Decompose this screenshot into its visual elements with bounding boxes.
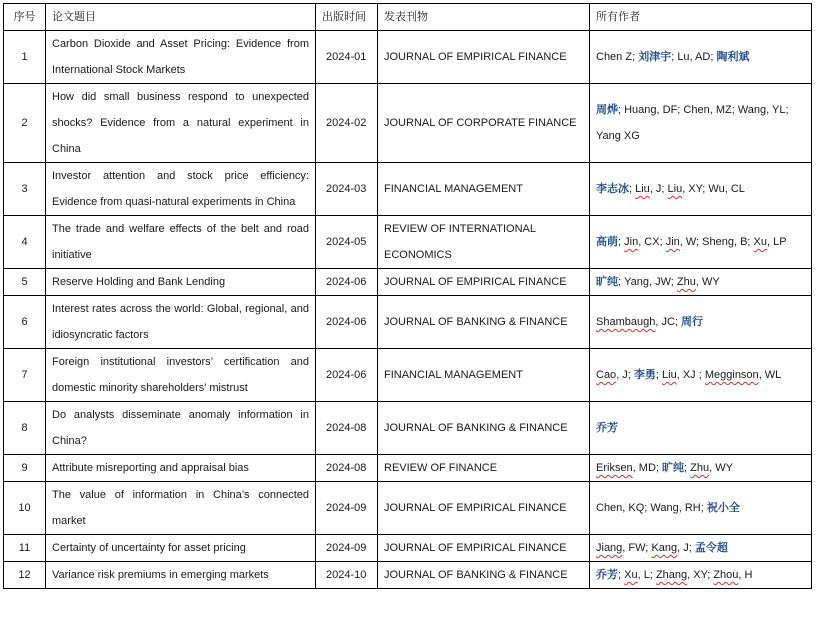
spellcheck-flagged-text: Zhu xyxy=(676,276,696,288)
highlighted-author: 旷纯 xyxy=(662,462,685,474)
publish-date: 2024-06 xyxy=(316,349,378,402)
author-text: , WL xyxy=(758,369,782,381)
spellcheck-flagged-text: Liu xyxy=(662,369,677,381)
publish-date: 2024-02 xyxy=(316,84,378,163)
table-row xyxy=(4,349,812,402)
row-number: 12 xyxy=(4,562,46,589)
table-row xyxy=(4,31,812,84)
table-row xyxy=(4,402,812,455)
author-text: , H xyxy=(738,569,753,581)
table-row xyxy=(4,163,812,216)
table-row xyxy=(4,562,812,589)
row-number: 5 xyxy=(4,269,46,296)
authors-cell xyxy=(590,455,812,482)
table-row xyxy=(4,535,812,562)
highlighted-author: 周行 xyxy=(681,316,703,328)
header-journal: 发表刊物 xyxy=(378,4,590,31)
authors-cell xyxy=(590,349,812,402)
journal-name: REVIEW OF INTERNATIONAL ECONOMICS xyxy=(378,216,590,269)
journal-name: JOURNAL OF BANKING & FINANCE xyxy=(378,402,590,455)
paper-title: Reserve Holding and Bank Lending xyxy=(46,269,316,296)
paper-title: Foreign institutional investors’ certification and domestic minority shareholders’ mistrust xyxy=(46,349,316,402)
highlighted-author: 祝小全 xyxy=(706,502,740,514)
paper-title: How did small business respond to unexpected shocks? Evidence from a natural experiment in China xyxy=(46,84,316,163)
row-number: 9 xyxy=(4,455,46,482)
spellcheck-flagged-text: Shambaugh xyxy=(596,316,656,328)
paper-title: Attribute misreporting and appraisal bias xyxy=(46,455,316,482)
author-text: , L; xyxy=(637,569,656,581)
author-text: Chen, KQ; Wang, RH; xyxy=(596,502,707,514)
author-text: , XJ ; xyxy=(676,369,705,381)
header-title: 论文题目 xyxy=(46,4,316,31)
row-number: 11 xyxy=(4,535,46,562)
author-text: Lu, AD; xyxy=(677,51,717,63)
authors-cell xyxy=(590,269,812,296)
highlighted-author: 李勇 xyxy=(633,369,656,381)
row-number: 1 xyxy=(4,31,46,84)
highlighted-author: 乔芳 xyxy=(596,422,618,434)
highlighted-author: 乔芳 xyxy=(596,569,618,581)
journal-name: REVIEW OF FINANCE xyxy=(378,455,590,482)
publish-date: 2024-10 xyxy=(316,562,378,589)
row-number: 6 xyxy=(4,296,46,349)
author-text: , W; Sheng, B; xyxy=(679,236,754,248)
author-text: ; xyxy=(655,369,663,381)
spellcheck-flagged-text: Kang xyxy=(651,542,678,554)
journal-name: FINANCIAL MANAGEMENT xyxy=(378,163,590,216)
authors-cell xyxy=(590,84,812,163)
publish-date: 2024-09 xyxy=(316,482,378,535)
header-row xyxy=(4,4,812,31)
journal-name: JOURNAL OF EMPIRICAL FINANCE xyxy=(378,482,590,535)
spellcheck-flagged-text: Megginson xyxy=(704,369,759,381)
paper-title: Variance risk premiums in emerging markets xyxy=(46,562,316,589)
row-number: 2 xyxy=(4,84,46,163)
author-text: , CX; xyxy=(638,236,666,248)
spellcheck-flagged-text: Jin xyxy=(624,236,639,248)
author-text: , J; xyxy=(616,369,634,381)
paper-title: Investor attention and stock price efficiency: Evidence from quasi-natural experiments in China xyxy=(46,163,316,216)
author-text: ; xyxy=(618,236,625,248)
highlighted-author: 高萌 xyxy=(596,236,618,248)
publish-date: 2024-05 xyxy=(316,216,378,269)
spellcheck-flagged-text: Liu xyxy=(667,183,683,195)
author-text: ; xyxy=(671,51,678,63)
spellcheck-flagged-text: Eriksen xyxy=(596,462,633,474)
highlighted-author: 旷纯 xyxy=(596,276,618,288)
authors-cell xyxy=(590,562,812,589)
table-row xyxy=(4,296,812,349)
authors-cell xyxy=(590,402,812,455)
journal-name: JOURNAL OF CORPORATE FINANCE xyxy=(378,84,590,163)
header-no: 序号 xyxy=(4,4,46,31)
author-text: , XY; xyxy=(687,569,714,581)
highlighted-author: 周烨 xyxy=(596,104,618,116)
spellcheck-flagged-text: Cao xyxy=(596,369,617,381)
author-text: , J; xyxy=(677,542,695,554)
paper-title: The value of information in China’s connected market xyxy=(46,482,316,535)
publications-table xyxy=(3,3,812,589)
spellcheck-flagged-text: Liu xyxy=(635,183,650,195)
author-text: , JC; xyxy=(655,316,681,328)
journal-name: JOURNAL OF EMPIRICAL FINANCE xyxy=(378,535,590,562)
row-number: 7 xyxy=(4,349,46,402)
authors-cell xyxy=(590,482,812,535)
publish-date: 2024-06 xyxy=(316,269,378,296)
publish-date: 2024-09 xyxy=(316,535,378,562)
highlighted-author: 孟令超 xyxy=(694,542,728,554)
author-text: , WY xyxy=(709,462,733,474)
row-number: 4 xyxy=(4,216,46,269)
spellcheck-flagged-text: Xu xyxy=(753,236,768,248)
header-date: 出版时间 xyxy=(316,4,378,31)
publish-date: 2024-03 xyxy=(316,163,378,216)
authors-cell xyxy=(590,535,812,562)
paper-title: Certainty of uncertainty for asset pricing xyxy=(46,535,316,562)
highlighted-author: 陶利斌 xyxy=(716,51,750,63)
authors-cell xyxy=(590,216,812,269)
spellcheck-flagged-text: Zhang xyxy=(655,569,688,581)
author-text: , FW; xyxy=(622,542,652,554)
highlighted-author: 刘津宇 xyxy=(638,51,672,63)
author-text: Chen Z; xyxy=(596,51,639,63)
row-number: 3 xyxy=(4,163,46,216)
paper-title: Interest rates across the world: Global, regional, and idiosyncratic factors xyxy=(46,296,316,349)
spellcheck-flagged-text: Jin xyxy=(665,236,680,248)
row-number: 8 xyxy=(4,402,46,455)
highlighted-author: 李志冰 xyxy=(596,183,629,195)
table-row xyxy=(4,455,812,482)
authors-cell xyxy=(590,31,812,84)
table-row xyxy=(4,269,812,296)
author-text: , J; xyxy=(649,183,668,195)
authors-cell xyxy=(590,163,812,216)
spellcheck-flagged-text: Zhou xyxy=(713,569,739,581)
table-row xyxy=(4,482,812,535)
journal-name: JOURNAL OF EMPIRICAL FINANCE xyxy=(378,31,590,84)
author-text: ; xyxy=(684,462,691,474)
author-text: ; xyxy=(629,183,636,195)
journal-name: JOURNAL OF BANKING & FINANCE xyxy=(378,562,590,589)
paper-title: Carbon Dioxide and Asset Pricing: Evidence from International Stock Markets xyxy=(46,31,316,84)
author-text: ; Yang, JW; xyxy=(618,276,677,288)
paper-title: Do analysts disseminate anomaly information in China? xyxy=(46,402,316,455)
author-text: ; Huang, DF; Chen, MZ; Wang, YL; Yang XG xyxy=(596,104,789,142)
spellcheck-flagged-text: Xu xyxy=(624,569,638,581)
spellcheck-flagged-text: Jiang xyxy=(596,542,623,554)
publish-date: 2024-08 xyxy=(316,455,378,482)
paper-title: The trade and welfare effects of the belt and road initiative xyxy=(46,216,316,269)
header-authors: 所有作者 xyxy=(590,4,812,31)
publish-date: 2024-01 xyxy=(316,31,378,84)
journal-name: JOURNAL OF BANKING & FINANCE xyxy=(378,296,590,349)
row-number: 10 xyxy=(4,482,46,535)
publish-date: 2024-06 xyxy=(316,296,378,349)
author-text: , MD; xyxy=(632,462,663,474)
author-text: , LP xyxy=(767,236,787,248)
table-body xyxy=(4,31,812,589)
journal-name: JOURNAL OF EMPIRICAL FINANCE xyxy=(378,269,590,296)
journal-name: FINANCIAL MANAGEMENT xyxy=(378,349,590,402)
author-text: , XY; Wu, CL xyxy=(682,183,745,195)
author-text: ; xyxy=(618,569,625,581)
spellcheck-flagged-text: Zhu xyxy=(690,462,710,474)
authors-cell xyxy=(590,296,812,349)
table-row xyxy=(4,216,812,269)
publish-date: 2024-08 xyxy=(316,402,378,455)
table-row xyxy=(4,84,812,163)
author-text: , WY xyxy=(695,276,720,288)
